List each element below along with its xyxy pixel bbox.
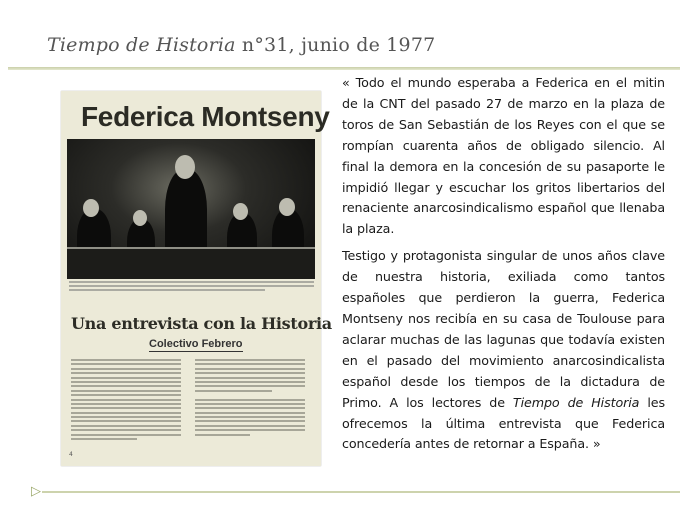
newspaper-clipping (61, 91, 332, 466)
footer-divider (42, 491, 680, 493)
article-paragraph-1: « Todo el mundo esperaba a Federica en el mitin de la CNT del pasado 27 de marzo en la plaza de toros de San Sebastián de los Reyes con el que se rompían cuarenta años de obligado silencio. Al final la demora en la concesión de su pasaporte le impidió llegar y escuchar los gritos libertarios del renaciente anarcosindicalismo español que llenaba la plaza. (342, 75, 665, 237)
magazine-name-inline: Tiempo de Historia (512, 394, 640, 410)
clipping-subheadline: Una entrevista con la Historia (71, 314, 332, 333)
clipping-headline: Federica Montseny (81, 101, 330, 132)
photo-caption (69, 281, 314, 293)
article-paragraph-2: Testigo y protagonista singular de unos años clave de nuestra historia, exiliada como tantos españoles que perdieron la guerra, Federica Montseny nos recibía en su casa de Toulouse para aclarar muchas de las lagunas que todavía existen en el pasado del movimiento anarcosindicalista español desde los tiempos de la dictadura de Primo. A los lectores de Tiempo de Historia les ofrecemos la última entrevista que Federica concedería antes de retornar a España. » (342, 248, 665, 452)
clipping-author: Colectivo Febrero (149, 338, 243, 350)
bullet-icon: ▷ (31, 484, 41, 499)
issue-info: n°31, junio de 1977 (235, 34, 436, 56)
clipping-column-left (71, 359, 181, 442)
clipping-column-right (195, 359, 305, 438)
title-divider (8, 67, 680, 70)
article-text (342, 73, 665, 461)
magazine-name: Tiempo de Historia (47, 34, 236, 56)
slide-title (47, 34, 435, 56)
clipping-page-number: 4 (69, 451, 73, 458)
clipping-photo (67, 139, 315, 279)
